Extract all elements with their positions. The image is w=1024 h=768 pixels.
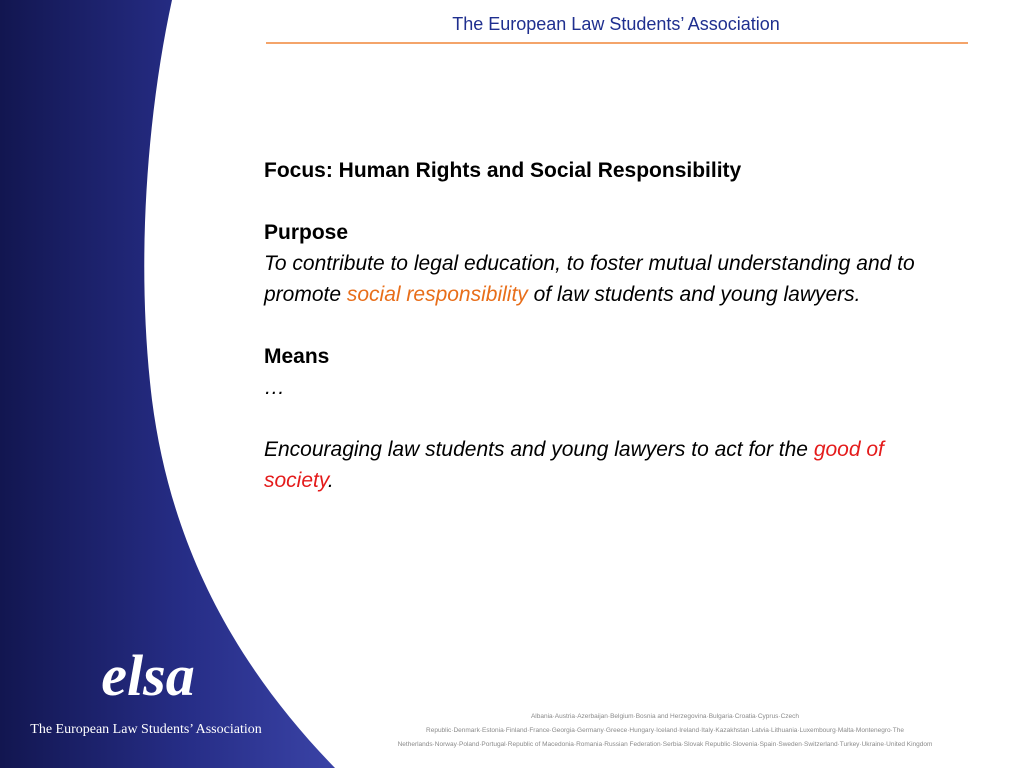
purpose-heading: Purpose — [264, 221, 349, 244]
encouraging-highlight: good of society — [264, 438, 884, 492]
encouraging-text-part2: . — [327, 469, 334, 492]
purpose-text — [264, 248, 954, 310]
purpose-text-part1: To contribute to legal education, to foster mutual understanding and to promote — [264, 252, 915, 306]
member-countries-list: Albania·Austria·Azerbaijan·Belgium·Bosnia and Herzegovina·Bulgaria·Croatia·Cyprus·Czech Republic·Denmark·Estonia·Finland·France·Georgia·Germany·Greece·Hungary·Iceland·Ireland·Italy·Kazakhstan·Latvia·Lithuania·Luxembourg·Malta·Montenegro·The Netherlands·Norway·Poland·Portugal·Republic of Macedonia·Romania·Russian Federation·Serbia·Slovak Republic·Slovenia·Spain·Sweden·Switzerland·Turkey·Ukraine·United Kingdom — [397, 713, 933, 748]
focus-heading: Focus: Human Rights and Social Responsibility — [264, 159, 742, 182]
encouraging-text — [264, 434, 954, 496]
means-heading: Means — [264, 345, 330, 368]
purpose-highlight: social responsibility — [346, 283, 528, 306]
logo-caption: The European Law Students’ Association — [30, 722, 262, 737]
header-divider — [266, 42, 968, 44]
encouraging-text-part1: Encouraging law students and young lawyers to act for the — [264, 438, 814, 461]
means-ellipsis: … — [264, 376, 285, 399]
purpose-text-part2: of law students and young lawyers. — [527, 283, 861, 306]
header-title: The European Law Students’ Association — [452, 14, 780, 34]
slide-content — [264, 155, 954, 496]
elsa-logo-icon — [78, 645, 218, 711]
elsa-logo-wordmark: elsa — [101, 645, 195, 708]
